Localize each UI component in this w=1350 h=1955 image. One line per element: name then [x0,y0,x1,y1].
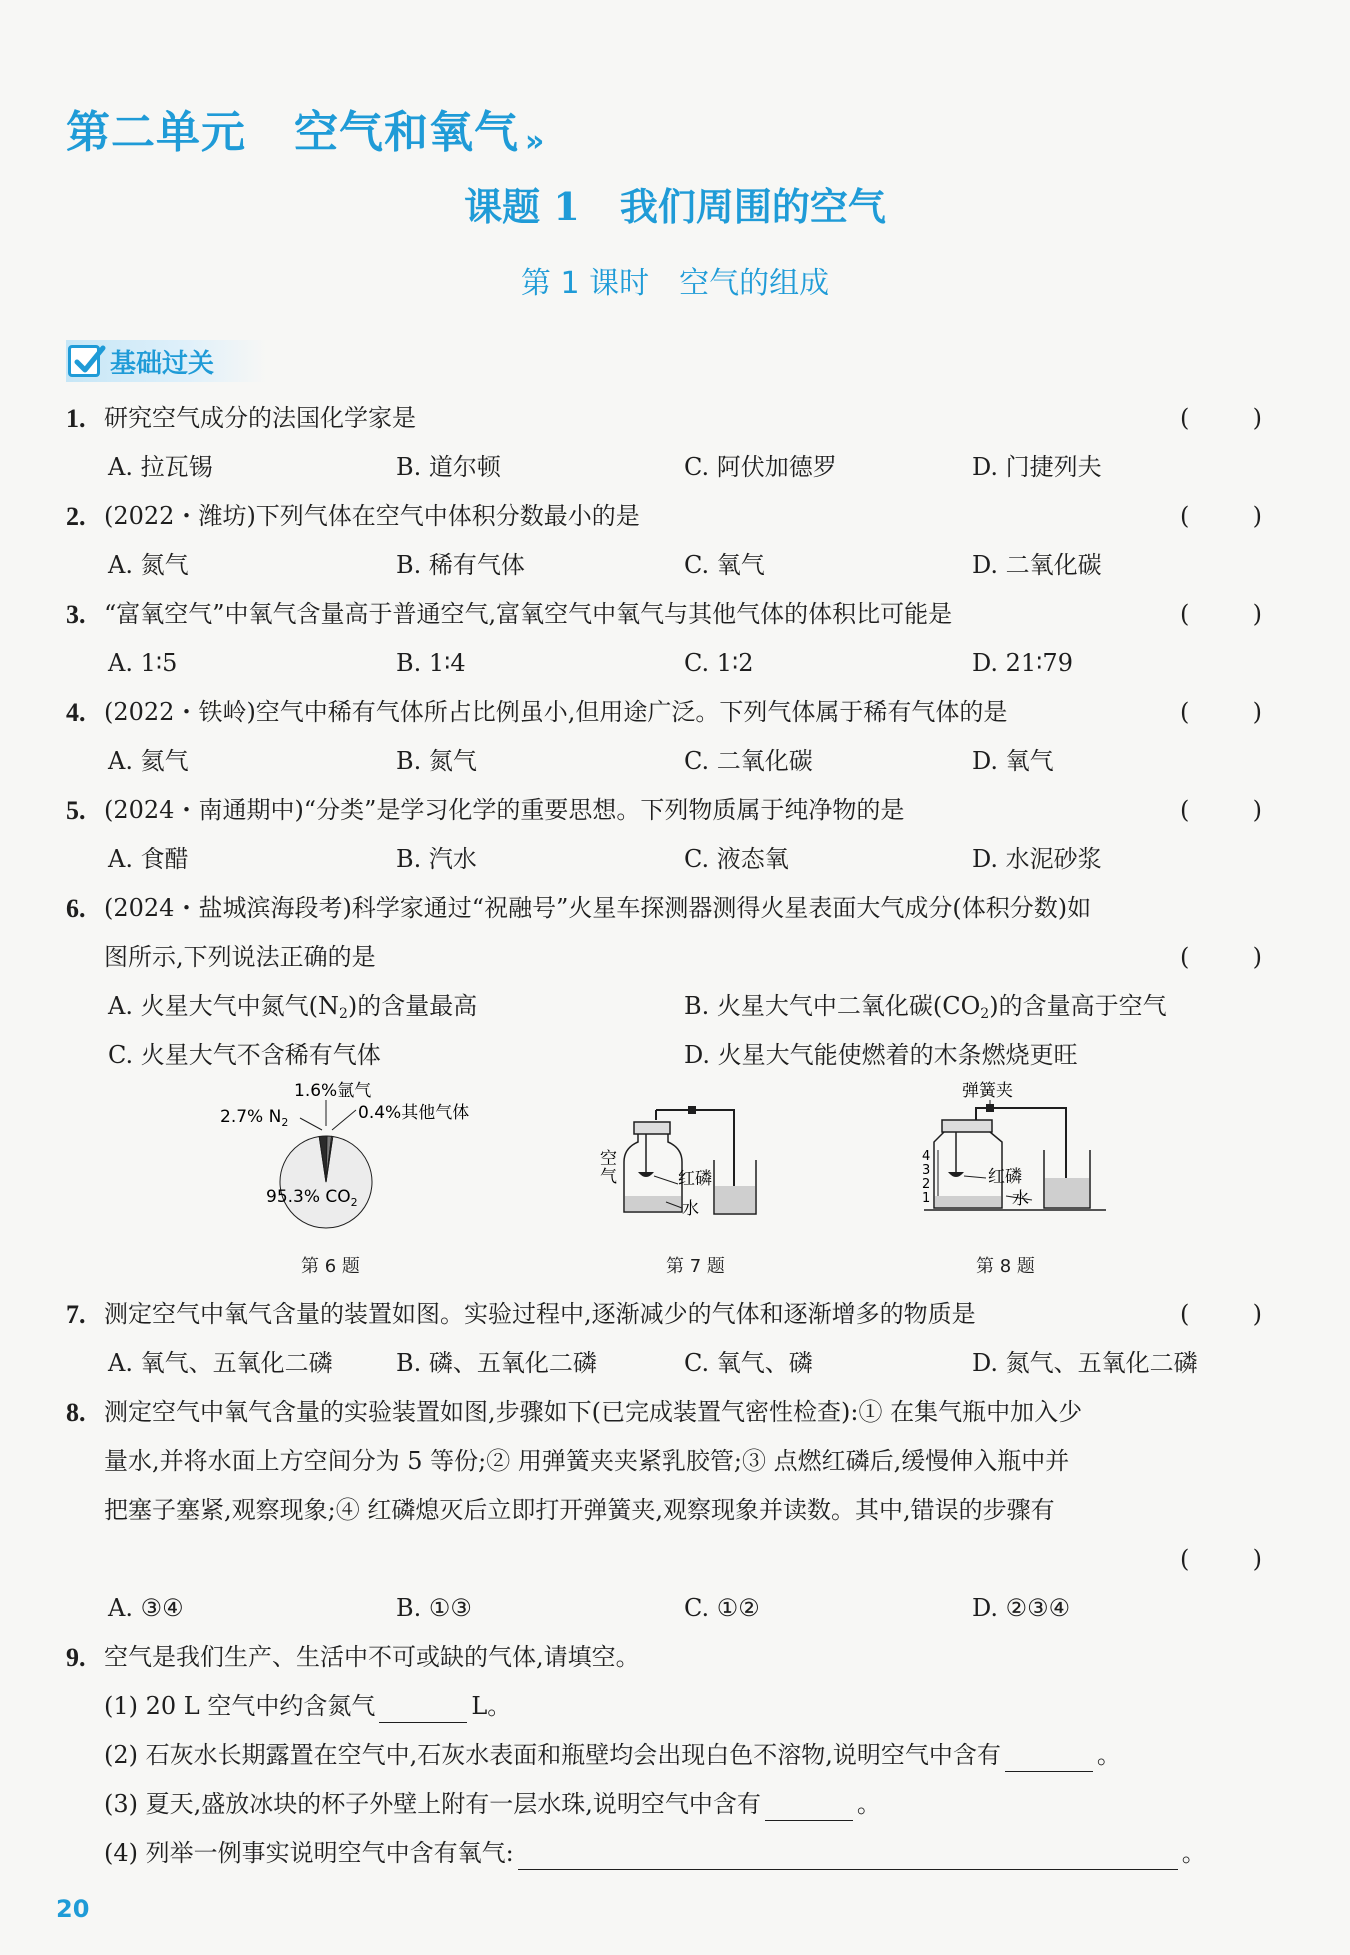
option-c: C. ①② [684,1594,760,1622]
mars-atmosphere-pie-chart [216,1080,476,1250]
question-text-line-2: 量水,并将水面上方空间分为 5 等份;② 用弹簧夹夹紧乳胶管;③ 点燃红磷后,缓慢伸入瓶中并 [104,1447,1070,1475]
question-stem-cont [66,1486,1262,1535]
option-b: B. 1∶4 [396,649,466,677]
answer-paren [1180,688,1262,737]
option-a: A. 拉瓦锡 [108,453,213,481]
option-c: C. 液态氧 [684,845,789,873]
sub-question-text: (3) 夏天,盛放冰块的杯子外壁上附有一层水珠,说明空气中含有 [104,1790,761,1818]
figure-6 [216,1080,476,1277]
paren-open: ( [1180,1300,1190,1328]
answer-paren [1180,933,1262,982]
answer-paren [1180,590,1262,639]
question-text-line-3: 把塞子塞紧,观察现象;④ 红磷熄灭后立即打开弹簧夹,观察现象并读数。其中,错误的步骤有 [104,1496,1055,1524]
option-row [66,835,1262,884]
answer-blank[interactable] [1005,1741,1093,1772]
paren-open: ( [1180,698,1190,726]
paren-close: ) [1252,1300,1262,1328]
option-b: B. ①③ [396,1594,472,1622]
oxygen-apparatus-diagram [596,1090,786,1250]
question-stem [66,884,1262,933]
question-number: 8. [66,1398,86,1427]
option-d: D. 二氧化碳 [972,551,1102,579]
label-phosphorus: 红磷 [678,1169,712,1189]
option-d: D. 门捷列夫 [972,453,1102,481]
answer-paren [1180,1535,1262,1584]
option-c: C. 1∶2 [684,649,754,677]
answer-blank[interactable] [518,1839,1178,1870]
option-row [66,443,1262,492]
figure-7-caption: 第 7 题 [666,1256,725,1277]
option-a: A. 氧气、五氧化二磷 [108,1349,333,1377]
chevron-right-icon: » [525,124,546,159]
question-stem [66,1290,1262,1339]
option-row [66,1339,1262,1388]
paren-open: ( [1180,600,1190,628]
label-water: 水 [1012,1189,1029,1209]
clip-icon [986,1104,994,1112]
question-stem-cont [66,1437,1262,1486]
question-number: 3. [66,600,86,629]
answer-paren [1180,786,1262,835]
spoon [638,1172,654,1177]
bottle-water [935,1196,1001,1207]
option-a: A. 氦气 [108,747,189,775]
unit-label: 第二单元 [66,107,246,158]
question-stem [66,688,1262,737]
answer-paren [1180,1290,1262,1339]
unit-title [66,96,545,160]
option-b: B. 道尔顿 [396,453,501,481]
beaker-water [715,1186,755,1213]
option-row [66,1031,1262,1080]
option-b: B. 磷、五氧化二磷 [396,1349,597,1377]
mark-1: 1 [922,1191,931,1206]
label-water: 水 [682,1199,699,1219]
option-row [66,639,1262,688]
question-stem [66,394,1262,443]
option-d: D. 水泥砂浆 [972,845,1102,873]
question-text: “富氧空气”中氧气含量高于普通空气,富氧空气中氧气与其他气体的体积比可能是 [104,600,953,628]
paren-close: ) [1252,502,1262,530]
option-c: C. 二氧化碳 [684,747,813,775]
option-d: D. 火星大气能使燃着的木条燃烧更旺 [684,1041,1078,1069]
period-title [0,258,1350,302]
period-label: 第 1 课时 [520,266,650,301]
question-text: 研究空气成分的法国化学家是 [104,404,416,432]
mark-2: 2 [922,1177,931,1192]
sub-question-3: (3) 夏天,盛放冰块的杯子外壁上附有一层水珠,说明空气中含有 。 [66,1780,1262,1829]
mark-3: 3 [922,1163,931,1178]
mark-4: 4 [922,1149,931,1164]
unit-name: 空气和氧气 [294,107,519,158]
sub-question-text: (1) 20 L 空气中约含氮气 [104,1692,376,1720]
option-d: D. 氮气、五氧化二磷 [972,1349,1198,1377]
figure-6-caption: 第 6 题 [301,1256,360,1277]
option-b: B. 火星大气中二氧化碳$(CO_2)$的含量高于空气 [684,992,1167,1022]
option-c: C. 氧气 [684,551,765,579]
pie-label-ar: 1.6%氩气 [294,1081,372,1101]
question-stem [66,1388,1262,1437]
question-number: 9. [66,1643,86,1672]
period-name: 空气的组成 [679,266,830,301]
question-stem [66,786,1262,835]
paren-close: ) [1252,796,1262,824]
question-text: (2022・铁岭)空气中稀有气体所占比例虽小,但用途广泛。下列气体属于稀有气体的是 [104,698,1008,726]
option-d: D. ②③④ [972,1594,1071,1622]
sub-question-text: (2) 石灰水长期露置在空气中,石灰水表面和瓶壁均会出现白色不溶物,说明空气中含有 [104,1741,1001,1769]
question-stem [66,492,1262,541]
answer-blank[interactable] [379,1692,467,1723]
option-b: B. 氮气 [396,747,477,775]
label-air: 空气 [600,1149,617,1187]
option-d: D. 氧气 [972,747,1054,775]
pie-slices [280,1136,372,1228]
lesson-title [0,176,1350,231]
question-text-line-1: 测定空气中氧气含量的实验装置如图,步骤如下(已完成装置气密性检查):① 在集气瓶中加入少 [104,1398,1083,1426]
beaker-water [1045,1178,1089,1207]
sub-question-text: (4) 列举一例事实说明空气中含有氧气: [104,1839,514,1867]
option-a: A. 氮气 [108,551,189,579]
paren-open: ( [1180,404,1190,432]
paren-close: ) [1252,404,1262,432]
answer-paren [1180,394,1262,443]
section-header [66,340,266,382]
question-text: 空气是我们生产、生活中不可或缺的气体,请填空。 [104,1643,640,1671]
option-row [66,541,1262,590]
leader-line-n2 [300,1118,322,1130]
answer-blank[interactable] [765,1790,853,1821]
question-text: (2022・潍坊)下列气体在空气中体积分数最小的是 [104,502,640,530]
question-number: 7. [66,1300,86,1329]
check-icon [68,345,100,377]
stopper [634,1122,670,1134]
label-phosphorus: 红磷 [988,1167,1022,1187]
leader-line-other [332,1110,356,1130]
paren-open: ( [1180,796,1190,824]
pie-label-other: 0.4%其他气体 [358,1103,470,1123]
question-text: 测定空气中氧气含量的装置如图。实验过程中,逐渐减少的气体和逐渐增多的物质是 [104,1300,976,1328]
paren-close: ) [1252,600,1262,628]
section-label: 基础过关 [110,348,215,379]
paren-open: ( [1180,943,1190,971]
lesson-name: 我们周围的空气 [619,184,886,229]
paren-open: ( [1180,1545,1190,1573]
option-a: A. 1∶5 [108,649,178,677]
paren-close: ) [1252,1545,1262,1573]
page-number: 20 [56,1895,90,1923]
label-clip: 弹簧夹 [962,1081,1013,1101]
option-b: B. 汽水 [396,845,477,873]
sub-question-4: (4) 列举一例事实说明空气中含有氧气: 。 [66,1829,1262,1878]
question-stem [66,1633,1262,1682]
paren-close: ) [1252,698,1262,726]
question-list [66,394,1262,1878]
sub-question-1: (1) 20 L 空气中约含氮气 L。 [66,1682,1262,1731]
oxygen-apparatus-diagram-2 [906,1080,1146,1250]
pie-label-co2: 95.3% $CO_2$ [266,1187,358,1209]
figure-8-caption: 第 8 题 [976,1256,1035,1277]
paren-close: ) [1252,943,1262,971]
option-d: D. 21∶79 [972,649,1073,677]
question-number: 1. [66,404,86,433]
question-number: 6. [66,894,86,923]
option-b: B. 稀有气体 [396,551,525,579]
question-text-line-1: (2024・盐城滨海段考)科学家通过“祝融号”火星车探测器测得火星表面大气成分(体积分数)如 [104,894,1092,922]
pie-label-n2: 2.7% $N_2$ [220,1107,289,1129]
option-row [66,1584,1262,1633]
question-stem [66,590,1262,639]
option-c: C. 阿伏加德罗 [684,453,837,481]
spoon [948,1172,964,1177]
flask-water [625,1196,681,1211]
option-row [66,737,1262,786]
option-c: C. 氧气、磷 [684,1349,813,1377]
paren-open: ( [1180,502,1190,530]
question-text-line-2: 图所示,下列说法正确的是 [104,943,376,971]
lesson-label: 课题 1 [464,184,580,229]
sub-question-2: (2) 石灰水长期露置在空气中,石灰水表面和瓶壁均会出现白色不溶物,说明空气中含有 。 [66,1731,1262,1780]
answer-paren [1180,492,1262,541]
question-number: 5. [66,796,86,825]
figure-8 [906,1080,1146,1277]
option-a: A. 火星大气中氮气$(N_2)$的含量最高 [108,992,478,1022]
option-a: A. 食醋 [108,845,189,873]
figure-7 [596,1090,786,1277]
stopper [942,1120,992,1132]
clip-icon [688,1106,696,1114]
answer-paren-row [66,1535,1262,1584]
question-number: 2. [66,502,86,531]
question-text: (2024・南通期中)“分类”是学习化学的重要思想。下列物质属于纯净物的是 [104,796,905,824]
option-a: A. ③④ [108,1594,184,1622]
question-stem-cont [66,933,1262,982]
option-c: C. 火星大气不含稀有气体 [108,1041,381,1069]
option-row [66,982,1262,1031]
question-number: 4. [66,698,86,727]
figures-row [66,1080,1262,1290]
